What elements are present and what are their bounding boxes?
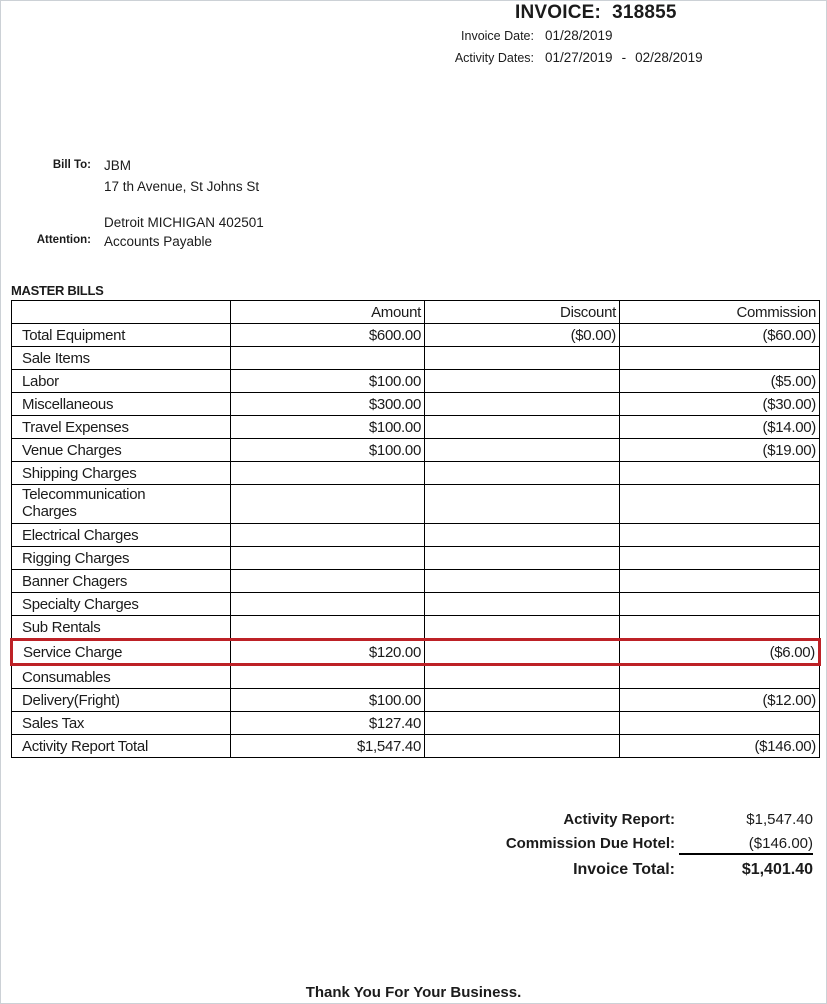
commission-cell: ($146.00): [620, 735, 820, 758]
discount-cell: [425, 735, 620, 758]
activity-end-date: 02/28/2019: [635, 50, 703, 65]
invoice-date-row: [341, 28, 613, 43]
row-label-cell: Banner Chagers: [12, 570, 231, 593]
amount-cell: [231, 616, 425, 640]
invoice-date-value: 01/28/2019: [545, 28, 613, 43]
discount-cell: ($0.00): [425, 324, 620, 347]
commission-cell: [620, 485, 820, 524]
activity-start-date: 01/27/2019: [545, 50, 613, 65]
invoice-title-label: INVOICE:: [515, 2, 602, 23]
header-discount-cell: Discount: [425, 301, 620, 324]
table-row: [12, 640, 820, 665]
table-row: [12, 462, 820, 485]
amount-cell: $600.00: [231, 324, 425, 347]
amount-cell: [231, 593, 425, 616]
row-label-cell: Venue Charges: [12, 439, 231, 462]
bill-to-name: JBM: [104, 158, 131, 173]
header-commission-cell: Commission: [620, 301, 820, 324]
amount-cell: [231, 570, 425, 593]
discount-cell: [425, 689, 620, 712]
table-row: [12, 570, 820, 593]
amount-cell: [231, 347, 425, 370]
attention-value: Accounts Payable: [104, 234, 213, 249]
amount-cell: [231, 524, 425, 547]
commission-cell: ($30.00): [620, 393, 820, 416]
discount-cell: [425, 524, 620, 547]
discount-cell: [425, 347, 620, 370]
row-label-cell: Shipping Charges: [12, 462, 231, 485]
bill-to-address-line1: 17 th Avenue, St Johns St: [104, 179, 260, 194]
discount-cell: [425, 547, 620, 570]
amount-cell: $127.40: [231, 712, 425, 735]
bill-to-address-line2: Detroit MICHIGAN 402501: [104, 215, 264, 230]
table-row: [12, 524, 820, 547]
amount-cell: $100.00: [231, 416, 425, 439]
row-label-cell: Delivery(Fright): [12, 689, 231, 712]
table-row: [12, 416, 820, 439]
totals-row: [411, 861, 813, 885]
amount-cell: [231, 547, 425, 570]
row-label-cell: Labor: [12, 370, 231, 393]
activity-dates-label: Activity Dates:: [454, 51, 534, 65]
discount-cell: [425, 640, 620, 665]
master-bills-heading: MASTER BILLS: [11, 283, 104, 298]
commission-cell: ($5.00): [620, 370, 820, 393]
discount-cell: [425, 570, 620, 593]
table-row: [12, 665, 820, 689]
discount-cell: [425, 393, 620, 416]
totals-section: [411, 811, 813, 885]
table-row: [12, 616, 820, 640]
row-label-cell: Travel Expenses: [12, 416, 231, 439]
table-row: [12, 689, 820, 712]
totals-value: ($146.00): [679, 835, 813, 855]
header-blank-cell: [12, 301, 231, 324]
row-label-cell: Rigging Charges: [12, 547, 231, 570]
commission-cell: [620, 570, 820, 593]
totals-label: Commission Due Hotel:: [505, 835, 675, 852]
commission-cell: ($12.00): [620, 689, 820, 712]
table-row: [12, 485, 820, 524]
date-range-separator: -: [621, 50, 627, 65]
commission-cell: [620, 616, 820, 640]
amount-cell: $100.00: [231, 439, 425, 462]
table-row: [12, 593, 820, 616]
table-row: [12, 370, 820, 393]
commission-cell: [620, 547, 820, 570]
commission-cell: ($60.00): [620, 324, 820, 347]
discount-cell: [425, 593, 620, 616]
invoice-date-label: Invoice Date:: [461, 29, 534, 43]
commission-cell: [620, 712, 820, 735]
bills-table-body: [12, 324, 820, 758]
table-row: [12, 393, 820, 416]
table-row: [12, 347, 820, 370]
commission-cell: ($19.00): [620, 439, 820, 462]
commission-cell: [620, 665, 820, 689]
table-row: [12, 735, 820, 758]
row-label-cell: Telecommunication Charges: [12, 485, 231, 524]
row-label-cell: Electrical Charges: [12, 524, 231, 547]
discount-cell: [425, 712, 620, 735]
invoice-title: [515, 2, 677, 24]
discount-cell: [425, 616, 620, 640]
discount-cell: [425, 462, 620, 485]
totals-value: $1,547.40: [746, 811, 813, 828]
header-amount-cell: Amount: [231, 301, 425, 324]
totals-value: $1,401.40: [741, 861, 813, 878]
bill-to-label: Bill To:: [52, 159, 91, 171]
amount-cell: $120.00: [231, 640, 425, 665]
totals-row: [411, 811, 813, 835]
table-row: [12, 712, 820, 735]
amount-cell: [231, 485, 425, 524]
commission-cell: [620, 524, 820, 547]
discount-cell: [425, 370, 620, 393]
activity-dates-row: [341, 50, 703, 65]
totals-label: Invoice Total:: [573, 861, 675, 878]
row-label-cell: Consumables: [12, 665, 231, 689]
amount-cell: $100.00: [231, 689, 425, 712]
amount-cell: $1,547.40: [231, 735, 425, 758]
attention-label: Attention:: [36, 234, 91, 246]
amount-cell: [231, 462, 425, 485]
discount-cell: [425, 665, 620, 689]
table-row: [12, 547, 820, 570]
master-bills-table: [10, 300, 821, 758]
commission-cell: ($14.00): [620, 416, 820, 439]
discount-cell: [425, 439, 620, 462]
commission-cell: [620, 462, 820, 485]
footer-message: Thank You For Your Business.: [305, 984, 522, 1001]
totals-row: [411, 835, 813, 859]
row-label-cell: Miscellaneous: [12, 393, 231, 416]
amount-cell: $300.00: [231, 393, 425, 416]
row-label-cell: Specialty Charges: [12, 593, 231, 616]
discount-cell: [425, 485, 620, 524]
row-label-cell: Sale Items: [12, 347, 231, 370]
commission-cell: [620, 593, 820, 616]
table-row: [12, 439, 820, 462]
commission-cell: [620, 347, 820, 370]
row-label-cell: Sub Rentals: [12, 616, 231, 640]
commission-cell: ($6.00): [620, 640, 820, 665]
row-label-cell: Sales Tax: [12, 712, 231, 735]
row-label-cell: Activity Report Total: [12, 735, 231, 758]
discount-cell: [425, 416, 620, 439]
table-row: [12, 324, 820, 347]
totals-label: Activity Report:: [563, 811, 675, 828]
amount-cell: [231, 665, 425, 689]
amount-cell: $100.00: [231, 370, 425, 393]
row-label-cell: Total Equipment: [12, 324, 231, 347]
table-header-row: [12, 301, 820, 324]
invoice-number: 318855: [612, 2, 677, 23]
row-label-cell: Service Charge: [12, 640, 231, 665]
